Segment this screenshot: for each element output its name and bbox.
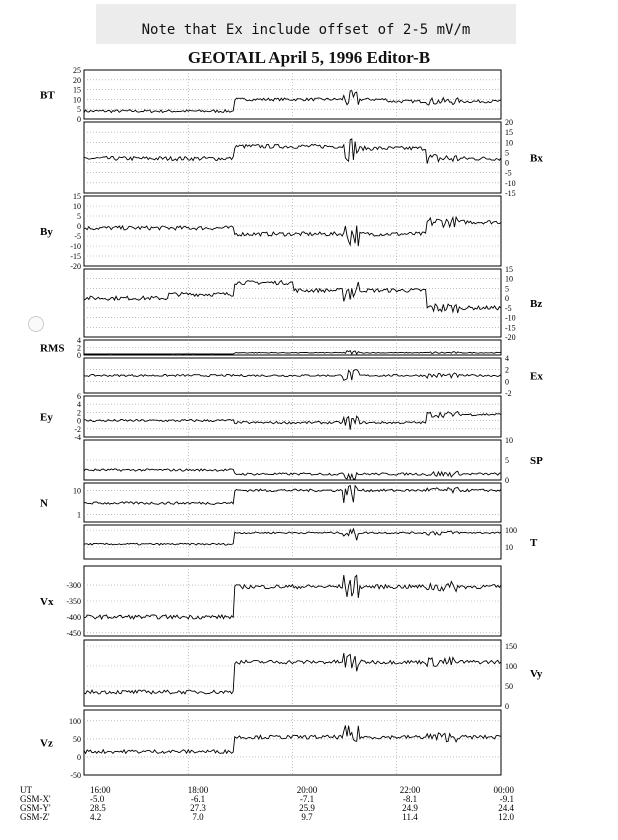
panel-label-T: T: [530, 537, 538, 549]
tick-label-Ex: 0: [505, 377, 509, 387]
tick-label-Ey: 6: [77, 392, 81, 401]
tick-label-Vx: -350: [66, 597, 81, 606]
tick-label-Bx: -15: [505, 189, 516, 198]
panel-label-N: N: [40, 497, 48, 510]
tick-label-Vz: 100: [69, 716, 81, 726]
gsm-z-value: 11.4: [402, 812, 418, 822]
tick-label-RMS: 4: [77, 336, 81, 345]
panel-label-BT: BT: [40, 89, 55, 102]
tick-label-Ex: -2: [505, 389, 512, 398]
gsm-y-value: 27.3: [190, 803, 206, 813]
panel-label-By: By: [40, 226, 53, 238]
gsm-y-value: 24.4: [498, 803, 514, 813]
tick-label-Bz: 10: [505, 274, 513, 284]
gsm-x-value: -7.1: [299, 794, 315, 804]
x-tick-label: 18:00: [187, 785, 209, 795]
tick-label-N: 10: [73, 486, 81, 496]
orbit-row-label: GSM-Y': [20, 803, 51, 813]
panel-label-Bx: Bx: [530, 152, 543, 165]
tick-label-By: -20: [70, 262, 81, 271]
tick-label-BT: 15: [73, 85, 81, 95]
tick-label-Ey: -4: [74, 433, 81, 442]
gsm-y-value: 25.9: [299, 803, 315, 813]
tick-label-Bz: -5: [505, 303, 512, 313]
tick-label-Vz: 0: [77, 752, 81, 762]
tick-label-Bx: 15: [505, 128, 513, 138]
gsm-z-value: 4.2: [90, 812, 102, 822]
tick-label-RMS: 0: [77, 351, 81, 360]
tick-label-By: -15: [70, 252, 81, 261]
gsm-y-value: 28.5: [90, 803, 106, 813]
tick-label-Vx: -300: [66, 581, 81, 591]
tick-label-Vy: 150: [505, 642, 517, 651]
tick-label-Ex: 4: [505, 354, 509, 363]
panel-label-Vy: Vy: [530, 668, 543, 680]
tick-label-Vy: 0: [505, 702, 509, 711]
tick-label-By: 0: [77, 222, 81, 231]
tick-label-Bz: 15: [505, 265, 513, 274]
tick-label-Bx: 20: [505, 118, 513, 127]
tick-label-Vy: 100: [505, 662, 517, 671]
tick-label-T: 10: [505, 543, 513, 553]
panel-label-Vz: Vz: [40, 737, 53, 750]
tick-label-By: 10: [73, 202, 81, 211]
tick-label-Bz: 0: [505, 294, 509, 304]
tick-label-Vy: 50: [505, 682, 513, 691]
gsm-z-value: 9.7: [301, 812, 313, 822]
tick-label-Bx: -10: [505, 178, 516, 188]
tick-label-By: 15: [73, 192, 81, 201]
tick-label-SP: 10: [505, 436, 513, 445]
panel-frame-By: [84, 196, 501, 266]
tick-label-Vz: 50: [73, 734, 81, 744]
tick-label-BT: 5: [77, 105, 81, 115]
tick-label-T: 100: [505, 526, 517, 536]
tick-label-Ey: -2: [74, 424, 81, 434]
tick-label-RMS: 2: [77, 343, 81, 353]
chart-title: GEOTAIL April 5, 1996 Editor-B: [187, 48, 431, 67]
gsm-x-value: -6.1: [190, 794, 206, 804]
panel-label-Vx: Vx: [40, 596, 54, 608]
tick-label-Bz: -10: [505, 313, 516, 323]
tick-label-BT: 25: [73, 66, 81, 75]
x-tick-label: 20:00: [296, 785, 318, 795]
orbit-row-label: GSM-Z': [20, 812, 50, 822]
tick-label-SP: 0: [505, 476, 509, 485]
tick-label-Bz: 5: [505, 284, 509, 294]
panel-label-RMS: RMS: [40, 342, 65, 355]
tick-label-N: 1: [77, 510, 81, 520]
tick-label-Bx: 10: [505, 138, 513, 148]
tick-label-Ey: 4: [77, 400, 81, 410]
orbit-row-label: UT: [20, 785, 32, 795]
panel-label-Ey: Ey: [40, 411, 53, 424]
tick-label-Ey: 2: [77, 408, 81, 418]
tick-label-BT: 10: [73, 95, 81, 105]
tick-label-SP: 5: [505, 456, 509, 465]
tick-label-Vx: -450: [66, 628, 81, 638]
tick-label-Bz: -20: [505, 333, 516, 342]
tick-label-By: 5: [77, 212, 81, 221]
tick-label-Vz: -50: [70, 771, 81, 780]
tick-label-Bz: -15: [505, 323, 516, 333]
panel-label-Ex: Ex: [530, 370, 543, 383]
x-tick-label: 22:00: [399, 785, 421, 795]
tick-label-Vx: -400: [66, 612, 81, 622]
tick-label-Bx: 0: [505, 158, 509, 168]
tick-label-BT: 0: [77, 115, 81, 124]
gsm-x-value: -5.0: [90, 794, 105, 804]
tick-label-By: -10: [70, 242, 81, 251]
tick-label-Bx: 5: [505, 148, 509, 158]
gsm-x-value: -8.1: [402, 794, 418, 804]
panel-label-Bz: Bz: [530, 298, 543, 310]
tick-label-Bx: -5: [505, 168, 512, 178]
gsm-z-value: 7.0: [192, 812, 204, 822]
panel-label-SP: SP: [530, 455, 543, 467]
gsm-x-value: -9.1: [499, 794, 514, 804]
orbit-row-label: GSM-X': [20, 794, 51, 804]
tick-label-Ex: 2: [505, 365, 509, 375]
gsm-z-value: 12.0: [498, 812, 514, 822]
x-tick-label: 16:00: [90, 785, 111, 795]
tick-label-Ey: 0: [77, 416, 81, 426]
x-tick-label: 00:00: [493, 785, 514, 795]
tick-label-BT: 20: [73, 75, 81, 85]
gsm-y-value: 24.9: [402, 803, 418, 813]
offset-note: Note that Ex include offset of 2-5 mV/m: [96, 4, 516, 44]
tick-label-By: -5: [74, 232, 81, 241]
